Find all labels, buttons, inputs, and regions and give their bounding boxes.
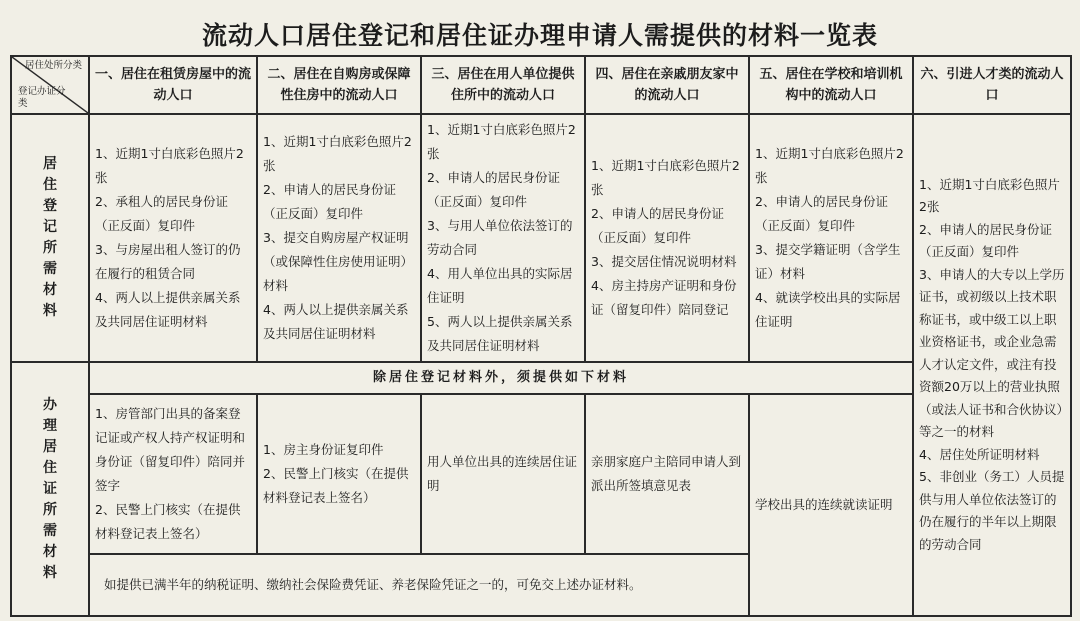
- registration-owned-housing: 1、近期1寸白底彩色照片2张 2、申请人的居民身份证（正反面）复印件 3、提交自购房屋产权证明（或保障性住房使用证明）材料 4、两人以上提供亲属关系及共同居住证明材料: [257, 114, 421, 362]
- corner-top-label: 居住处所分类: [24, 60, 82, 71]
- registration-rental: 1、近期1寸白底彩色照片2张 2、承租人的居民身份证（正反面）复印件 3、与房屋出租人签订的仍在履行的租赁合同 4、两人以上提供亲属关系及共同居住证明材料: [89, 114, 257, 362]
- extra-materials-note: 除居住登记材料外，须提供如下材料: [89, 362, 913, 394]
- registration-row: [11, 114, 1071, 362]
- header-owned-housing: 二、居住在自购房或保障性住房中的流动人口: [257, 56, 421, 114]
- registration-employer-housing: 1、近期1寸白底彩色照片2张 2、申请人的居民身份证（正反面）复印件 3、与用人单位依法签订的劳动合同 4、用人单位出具的实际居住证明 5、两人以上提供亲属关系及共同居住证明材料: [421, 114, 585, 362]
- header-rental: 一、居住在租赁房屋中的流动人口: [89, 56, 257, 114]
- header-school: 五、居住在学校和培训机构中的流动人口: [749, 56, 913, 114]
- permit-owned-housing: 1、房主身份证复印件 2、民警上门核实（在提供材料登记表上签名）: [257, 394, 421, 554]
- header-employer-housing: 三、居住在用人单位提供住所中的流动人口: [421, 56, 585, 114]
- header-talent: 六、引进人才类的流动人口: [913, 56, 1071, 114]
- page-title: 流动人口居住登记和居住证办理申请人需提供的材料一览表: [201, 21, 878, 50]
- permit-relatives: 亲朋家庭户主陪同申请人到派出所签填意见表: [585, 394, 749, 554]
- row-label-registration: 居 住 登 记 所 需 材 料: [11, 114, 89, 362]
- row-label-permit: 办 理 居 住 证 所 需 材 料: [11, 362, 89, 616]
- corner-bottom-label: 登记办证分类: [18, 86, 66, 109]
- permit-rental: 1、房管部门出具的备案登记证或产权人持产权证明和身份证（留复印件）陪同并签字 2、民警上门核实（在提供材料登记表上签名）: [89, 394, 257, 554]
- permit-row: [11, 394, 1071, 554]
- materials-table: [10, 55, 1072, 617]
- corner-cell: [11, 56, 89, 114]
- header-relatives: 四、居住在亲戚朋友家中的流动人口: [585, 56, 749, 114]
- talent-materials: 1、近期1寸白底彩色照片2张 2、申请人的居民身份证（正反面）复印件 3、申请人的大专以上学历证书，或初级以上技术职称证书，或中级工以上职业资格证书，或企业急需人才认定文件，或注有投资额20万以上的营业执照（或法人证书和合伙协议）等之一的材料 4、居住处所证明材料 5、非创业（务工）人员提供与用人单位依法签订的仍在履行的半年以上期限的劳动合同: [913, 114, 1071, 616]
- registration-relatives: 1、近期1寸白底彩色照片2张 2、申请人的居民身份证（正反面）复印件 3、提交居住情况说明材料 4、房主持房产证明和身份证（留复印件）陪同登记: [585, 114, 749, 362]
- registration-school: 1、近期1寸白底彩色照片2张 2、申请人的居民身份证（正反面）复印件 3、提交学籍证明（含学生证）材料 4、就读学校出具的实际居住证明: [749, 114, 913, 362]
- permit-employer-housing: 用人单位出具的连续居住证明: [421, 394, 585, 554]
- header-row: [11, 56, 1071, 114]
- extra-note-row: [11, 362, 1071, 394]
- permit-school: 学校出具的连续就读证明: [749, 394, 913, 616]
- exemption-note: 如提供已满半年的纳税证明、缴纳社会保险费凭证、养老保险凭证之一的，可免交上述办证材料。: [89, 554, 749, 616]
